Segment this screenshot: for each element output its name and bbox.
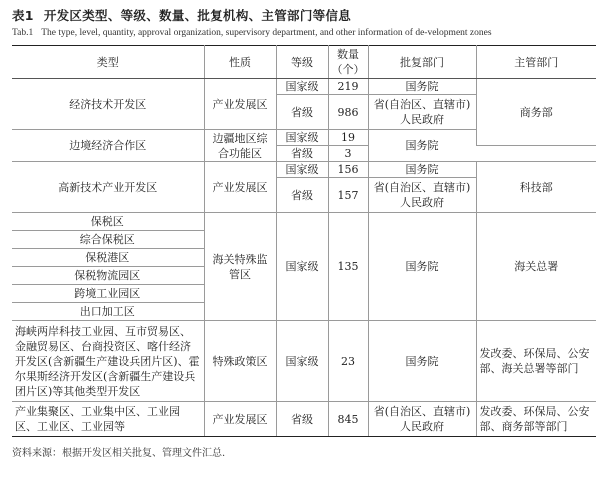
- cell-type: [12, 285, 204, 303]
- cell-level: 国家级: [276, 321, 328, 402]
- cell-count: 3: [328, 146, 368, 162]
- cell-type: 经济技术开发区: [12, 79, 204, 130]
- cell-nature: 边疆地区综合功能区: [204, 130, 276, 162]
- table-row: [12, 79, 596, 95]
- customs-type: 保税物流园区: [74, 269, 141, 282]
- cell-count: 157: [328, 178, 368, 213]
- cell-nature: 产业发展区: [204, 402, 276, 437]
- cell-approval: 国务院: [368, 130, 476, 162]
- customs-type: 保税港区: [85, 251, 130, 264]
- cell-count: 23: [328, 321, 368, 402]
- header-approval: 批复部门: [368, 46, 476, 79]
- cell-approval: 国务院: [368, 321, 476, 402]
- cell-type: [12, 303, 204, 321]
- cell-approval: 省(自治区、直辖市)人民政府: [368, 402, 476, 437]
- table-title-cn: [12, 6, 596, 24]
- cell-type: [12, 213, 204, 231]
- cell-type: [12, 267, 204, 285]
- customs-type: 综合保税区: [79, 233, 135, 246]
- header-count: 数量（个）: [328, 46, 368, 79]
- cell-type: 海峡两岸科技工业园、互市贸易区、金融贸易区、台商投资区、喀什经济开发区(含新疆生产建设兵团片区)、霍尔果斯经济开发区(含新疆生产建设兵团片区)等其他类型开发区: [12, 321, 204, 402]
- cell-supervisor: 海关总署: [476, 213, 596, 321]
- cell-supervisor: 发改委、环保局、公安部、海关总署等部门: [476, 321, 596, 402]
- cell-nature: 海关特殊监管区: [204, 213, 276, 321]
- cell-type: 产业集聚区、工业集中区、工业园区、工业区、工业园等: [12, 402, 204, 437]
- cell-level: 国家级: [276, 130, 328, 146]
- cell-type: [12, 231, 204, 249]
- table-row: [12, 321, 596, 402]
- table-number-cn: 表1: [12, 8, 34, 23]
- cell-count: 156: [328, 162, 368, 178]
- cell-approval: 国务院: [368, 213, 476, 321]
- cell-level: 省级: [276, 95, 328, 130]
- cell-approval: 省(自治区、直辖市)人民政府: [368, 178, 476, 213]
- header-nature: 性质: [204, 46, 276, 79]
- cell-count: 135: [328, 213, 368, 321]
- cell-approval: 国务院: [368, 79, 476, 95]
- cell-count: 986: [328, 95, 368, 130]
- cell-count: 845: [328, 402, 368, 437]
- cell-nature: 特殊政策区: [204, 321, 276, 402]
- cell-supervisor: 商务部: [476, 79, 596, 146]
- cell-count: 219: [328, 79, 368, 95]
- table-row: [12, 213, 596, 231]
- cell-approval: 省(自治区、直辖市)人民政府: [368, 95, 476, 130]
- header-type: 类型: [12, 46, 204, 79]
- cell-level: 省级: [276, 402, 328, 437]
- header-level: 等级: [276, 46, 328, 79]
- table-row: [12, 402, 596, 437]
- cell-level: 国家级: [276, 79, 328, 95]
- development-zone-table: [12, 45, 596, 437]
- header-supervisor: 主管部门: [476, 46, 596, 79]
- cell-level: 省级: [276, 146, 328, 162]
- cell-supervisor: 发改委、环保局、公安部、商务部等部门: [476, 402, 596, 437]
- table-number-en: Tab.1: [12, 28, 34, 38]
- source-note: 资料来源：根据开发区相关批复、管理文件汇总.: [12, 448, 226, 459]
- cell-level: 国家级: [276, 162, 328, 178]
- page: [0, 6, 608, 501]
- cell-count: 19: [328, 130, 368, 146]
- cell-nature: 产业发展区: [204, 79, 276, 130]
- cell-type: [12, 249, 204, 267]
- cell-type: 高新技术产业开发区: [12, 162, 204, 213]
- customs-type: 出口加工区: [79, 305, 135, 318]
- cell-level: 国家级: [276, 213, 328, 321]
- customs-type: 保税区: [90, 215, 124, 228]
- cell-supervisor: 科技部: [476, 162, 596, 213]
- cell-approval: 国务院: [368, 162, 476, 178]
- table-title-en: [12, 27, 596, 40]
- cell-type: 边境经济合作区: [12, 130, 204, 162]
- table-caption-cn: 开发区类型、等级、数量、批复机构、主管部门等信息: [43, 8, 352, 23]
- cell-nature: 产业发展区: [204, 162, 276, 213]
- table-row: [12, 162, 596, 178]
- header-row: [12, 46, 596, 79]
- table-caption-en: The type, level, quantity, approval organization, supervisory department, and other information of de-velopment zones: [41, 28, 492, 38]
- cell-level: 省级: [276, 178, 328, 213]
- customs-type: 跨境工业园区: [74, 287, 141, 300]
